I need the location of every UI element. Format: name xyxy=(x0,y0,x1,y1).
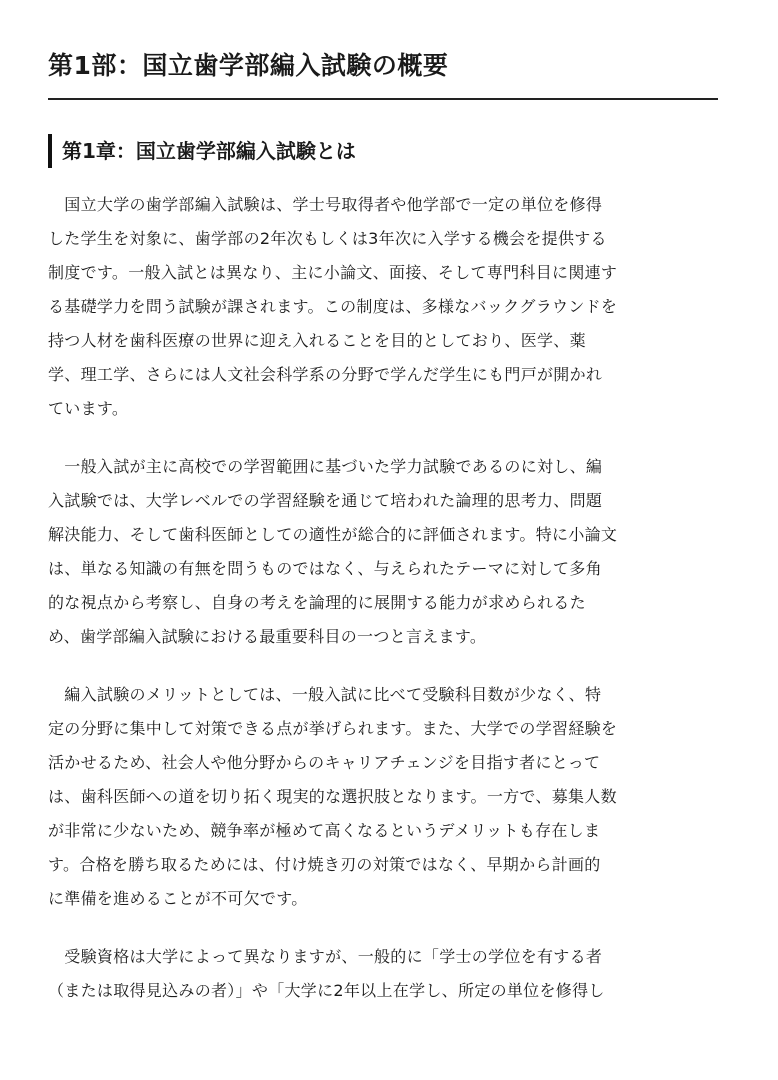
text-line: 持つ人材を歯科医療の世界に迎え入れることを目的としており、医学、薬 xyxy=(48,331,586,350)
text-line: 定の分野に集中して対策できる点が挙げられます。また、大学での学習経験を xyxy=(48,719,618,738)
text-line: に準備を進めることが不可欠です。 xyxy=(48,889,308,908)
chapter-title: 第1章：国立歯学部編入試験とは xyxy=(48,134,718,168)
text-line: 制度です。一般入試とは異なり、主に小論文、面接、そして専門科目に関連す xyxy=(48,263,618,282)
paragraph-3 xyxy=(48,678,718,916)
text-line: 受験資格は大学によって異なりますが、一般的に「学士の学位を有する者 xyxy=(48,947,603,966)
document-page xyxy=(48,0,718,1080)
chapter-body xyxy=(48,188,718,1008)
text-line: ています。 xyxy=(48,399,129,418)
part-title: 第1部：国立歯学部編入試験の概要 xyxy=(48,51,449,80)
text-line: 活かせるため、社会人や他分野からのキャリアチェンジを目指す者にとって xyxy=(48,753,601,772)
paragraph-1 xyxy=(48,188,718,426)
text-line: す。合格を勝ち取るためには、付け焼き刃の対策ではなく、早期から計画的 xyxy=(48,855,601,874)
paragraph-2 xyxy=(48,450,718,654)
text-line: 的な視点から考察し、自身の考えを論理的に展開する能力が求められるた xyxy=(48,593,586,612)
text-line: る基礎学力を問う試験が課されます。この制度は、多様なバックグラウンドを xyxy=(48,297,618,316)
text-line: め、歯学部編入試験における最重要科目の一つと言えます。 xyxy=(48,627,487,646)
text-line: 一般入試が主に高校での学習範囲に基づいた学力試験であるのに対し、編 xyxy=(48,457,603,476)
text-line: 解決能力、そして歯科医師としての適性が総合的に評価されます。特に小論文 xyxy=(48,525,618,544)
text-line: 編入試験のメリットとしては、一般入試に比べて受験科目数が少なく、特 xyxy=(48,685,602,704)
text-line: 学、理工学、さらには人文社会科学系の分野で学んだ学生にも門戸が開かれ xyxy=(48,365,603,384)
text-line: が非常に少ないため、競争率が極めて高くなるというデメリットも存在しま xyxy=(48,821,601,840)
text-line: は、単なる知識の有無を問うものではなく、与えられたテーマに対して多角 xyxy=(48,559,602,578)
paragraph-4 xyxy=(48,940,718,1008)
text-line: した学生を対象に、歯学部の2年次もしくは3年次に入学する機会を提供する xyxy=(48,229,607,248)
text-line: （または取得見込みの者）」や「大学に2年以上在学し、所定の単位を修得し xyxy=(48,981,605,1000)
text-line: 国立大学の歯学部編入試験は、学士号取得者や他学部で一定の単位を修得 xyxy=(48,195,603,214)
text-line: 入試験では、大学レベルでの学習経験を通じて培われた論理的思考力、問題 xyxy=(48,491,603,510)
text-line: は、歯科医師への道を切り拓く現実的な選択肢となります。一方で、募集人数 xyxy=(48,787,617,806)
part-title-rule xyxy=(48,98,718,100)
